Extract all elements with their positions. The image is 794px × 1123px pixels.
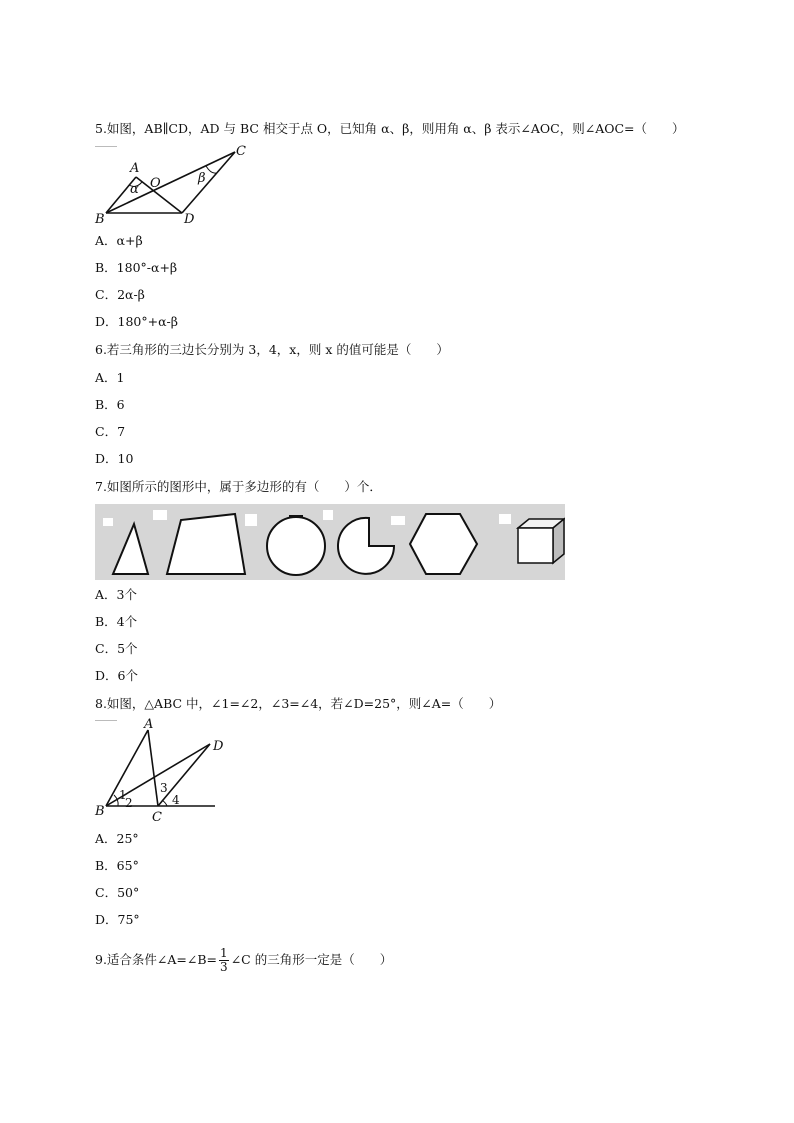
fraction-denominator: 3 [220,960,228,974]
option-6c[interactable]: C．7 [95,424,126,439]
label-alpha: α [130,182,139,197]
option-8a[interactable]: A．25° [95,831,139,846]
question-7-figure [95,504,565,580]
label-C: C [152,810,162,825]
question-6-stem: 6.若三角形的三边长分别为 3，4，x，则 x 的值可能是（ ） [95,342,449,357]
angle-3: 3 [160,781,168,795]
option-8b[interactable]: B．65° [95,858,139,873]
angle-2: 2 [125,796,133,810]
question-8-figure [92,718,232,826]
option-7c[interactable]: C．5个 [95,641,138,656]
question-7-stem: 7.如图所示的图形中，属于多边形的有（ ）个． [95,479,382,494]
angle-1: 1 [119,788,127,802]
option-8d[interactable]: D．75° [95,912,140,927]
question-9-stem [95,945,392,975]
option-6a[interactable]: A．1 [95,370,125,385]
option-5b[interactable]: B．180°-α+β [95,260,178,275]
question-5-stem: 5.如图，AB∥CD，AD 与 BC 相交于点 O，已知角 α、β，则用角 α、β 表示∠AOC，则∠AOC=（ ） [95,121,685,136]
label-D: D [213,739,224,754]
angle-4: 4 [172,793,180,807]
question-9-text-after: ∠C 的三角形一定是（ ） [230,952,393,967]
option-8c[interactable]: C．50° [95,885,140,900]
option-6b[interactable]: B．6 [95,397,125,412]
fraction-numerator: 1 [220,946,228,960]
option-5a[interactable]: A．α+β [95,233,143,248]
label-A: A [130,161,140,176]
option-6d[interactable]: D．10 [95,451,134,466]
circle-shape [267,515,325,575]
label-O: O [150,176,161,191]
label-B: B [95,212,105,227]
question-5-figure [92,143,252,228]
question-9-text-before: 9.适合条件∠A=∠B= [95,952,218,967]
label-B: B [95,804,105,819]
option-7a[interactable]: A．3个 [95,587,137,602]
cube-shape [518,519,564,563]
option-5c[interactable]: C．2α-β [95,287,145,302]
label-C: C [236,144,246,159]
label-A: A [144,718,154,732]
label-beta: β [198,171,206,186]
option-5d[interactable]: D．180°+α-β [95,314,178,329]
label-D: D [184,212,195,227]
fraction-one-third [219,947,229,974]
question-8-stem: 8.如图，△ABC 中，∠1=∠2，∠3=∠4，若∠D=25°，则∠A=（ ） [95,696,502,711]
option-7b[interactable]: B．4个 [95,614,138,629]
option-7d[interactable]: D．6个 [95,668,138,683]
